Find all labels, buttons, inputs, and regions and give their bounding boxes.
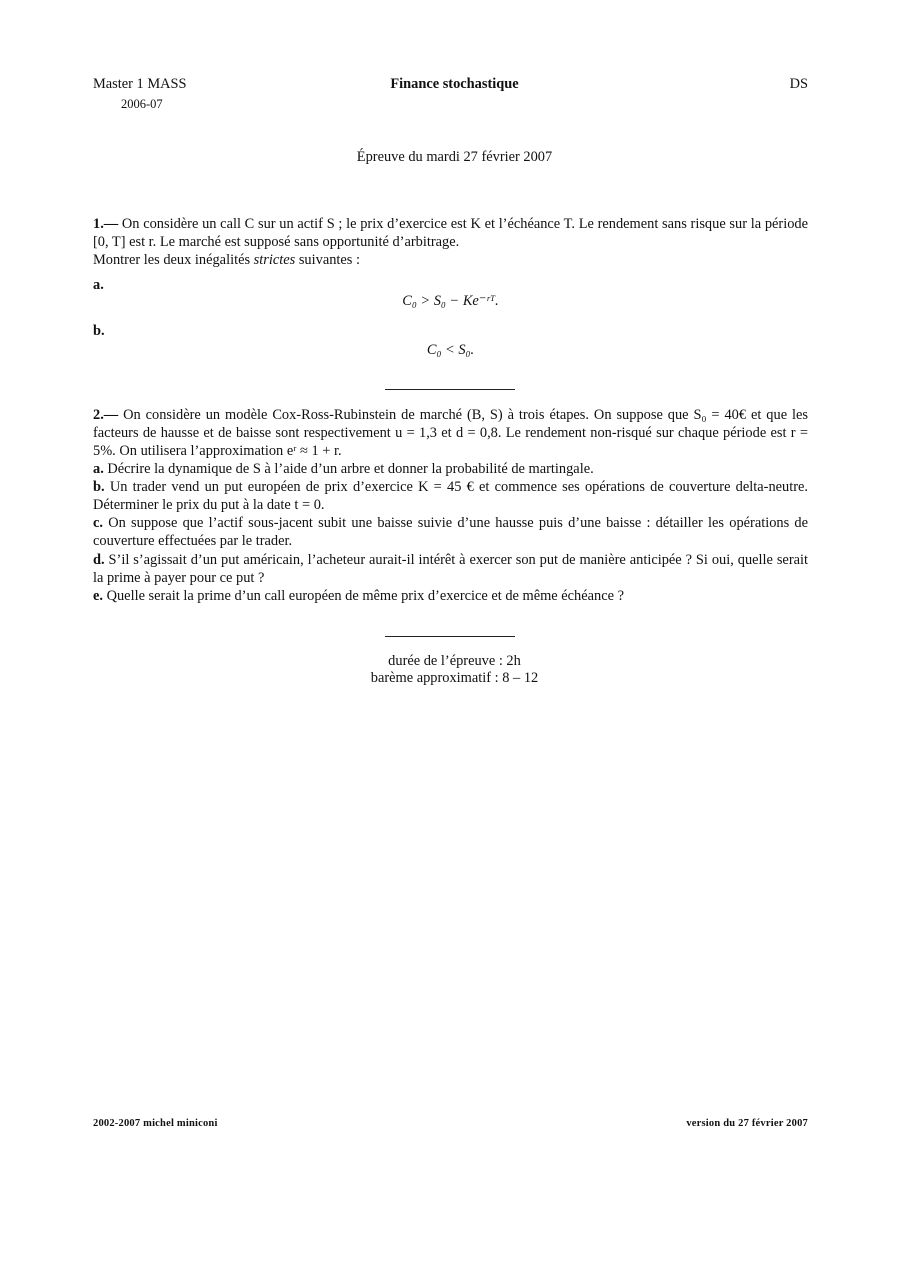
section-divider (385, 636, 515, 637)
exam-duration: durée de l’épreuve : 2h (388, 653, 521, 669)
exercise-2-part-c: c. On suppose que l’actif sous-jacent subit une baisse suivie d’une hausse puis d’une baisse : détailler les opérations de couverture effectuées par le trader. (93, 515, 808, 549)
exercise-2-part-a: a. Décrire la dynamique de S à l’aide d’un arbre et donner la probabilité de martingale. (93, 461, 594, 477)
exercise-2-number: 2.— (93, 407, 119, 423)
exercise-1-part-b-label: b. (93, 323, 105, 339)
academic-year: 2006-07 (121, 97, 163, 111)
exercise-1-statement (93, 215, 808, 251)
exam-type: DS (789, 76, 808, 92)
exercise-1-instruction: Montrer les deux inégalités strictes suivantes : (93, 252, 360, 268)
footer-author: 2002-2007 michel miniconi (93, 1118, 218, 1129)
exercise-1-text: On considère un call C sur un actif S ; le prix d’exercice est K et l’échéance T. Le rendement sans risque sur la période [0, T] est r. Le marché est supposé sans opportunité d’arbitrage. (93, 216, 808, 250)
footer-version: version du 27 février 2007 (686, 1118, 808, 1129)
exercise-1-number: 1.— (93, 216, 119, 232)
grading-scale: barème approximatif : 8 – 12 (370, 670, 539, 686)
exercise-1-part-a-formula: C₀ > S₀ − Ke⁻ʳᵀ. (402, 293, 499, 309)
exam-date: Épreuve du mardi 27 février 2007 (356, 149, 553, 165)
exercise-2-intro: On considère un modèle Cox-Ross-Rubinstein de marché (B, S) à trois étapes. On suppose que S₀ = 40€ et que les facteurs de hausse et de baisse sont respectivement u = 1,3 et d = 0,8. Le rendement non-risqué sur chaque période est r = 5%. On utilisera l’approximation eʳ ≈ 1 + r. (93, 407, 808, 459)
exercise-2-part-d: d. S’il s’agissait d’un put américain, l’acheteur aurait-il intérêt à exercer son put de manière anticipée ? Si oui, quelle serait la prime à payer pour ce put ? (93, 552, 808, 586)
exercise-1-part-a-label: a. (93, 277, 104, 293)
course-label: Master 1 MASS (93, 76, 187, 92)
exercise-2-part-b: b. Un trader vend un put européen de prix d’exercice K = 45 € et commence ses opérations de couverture delta-neutre. Déterminer le prix du put à la date t = 0. (93, 479, 808, 513)
document-title: Finance stochastique (390, 76, 519, 92)
exercise-2-part-e: e. Quelle serait la prime d’un call européen de même prix d’exercice et de même échéance ? (93, 588, 624, 604)
section-divider (385, 389, 515, 390)
exercise-1-part-b-formula: C₀ < S₀. (426, 342, 475, 358)
exercise-2-statement (93, 406, 808, 460)
